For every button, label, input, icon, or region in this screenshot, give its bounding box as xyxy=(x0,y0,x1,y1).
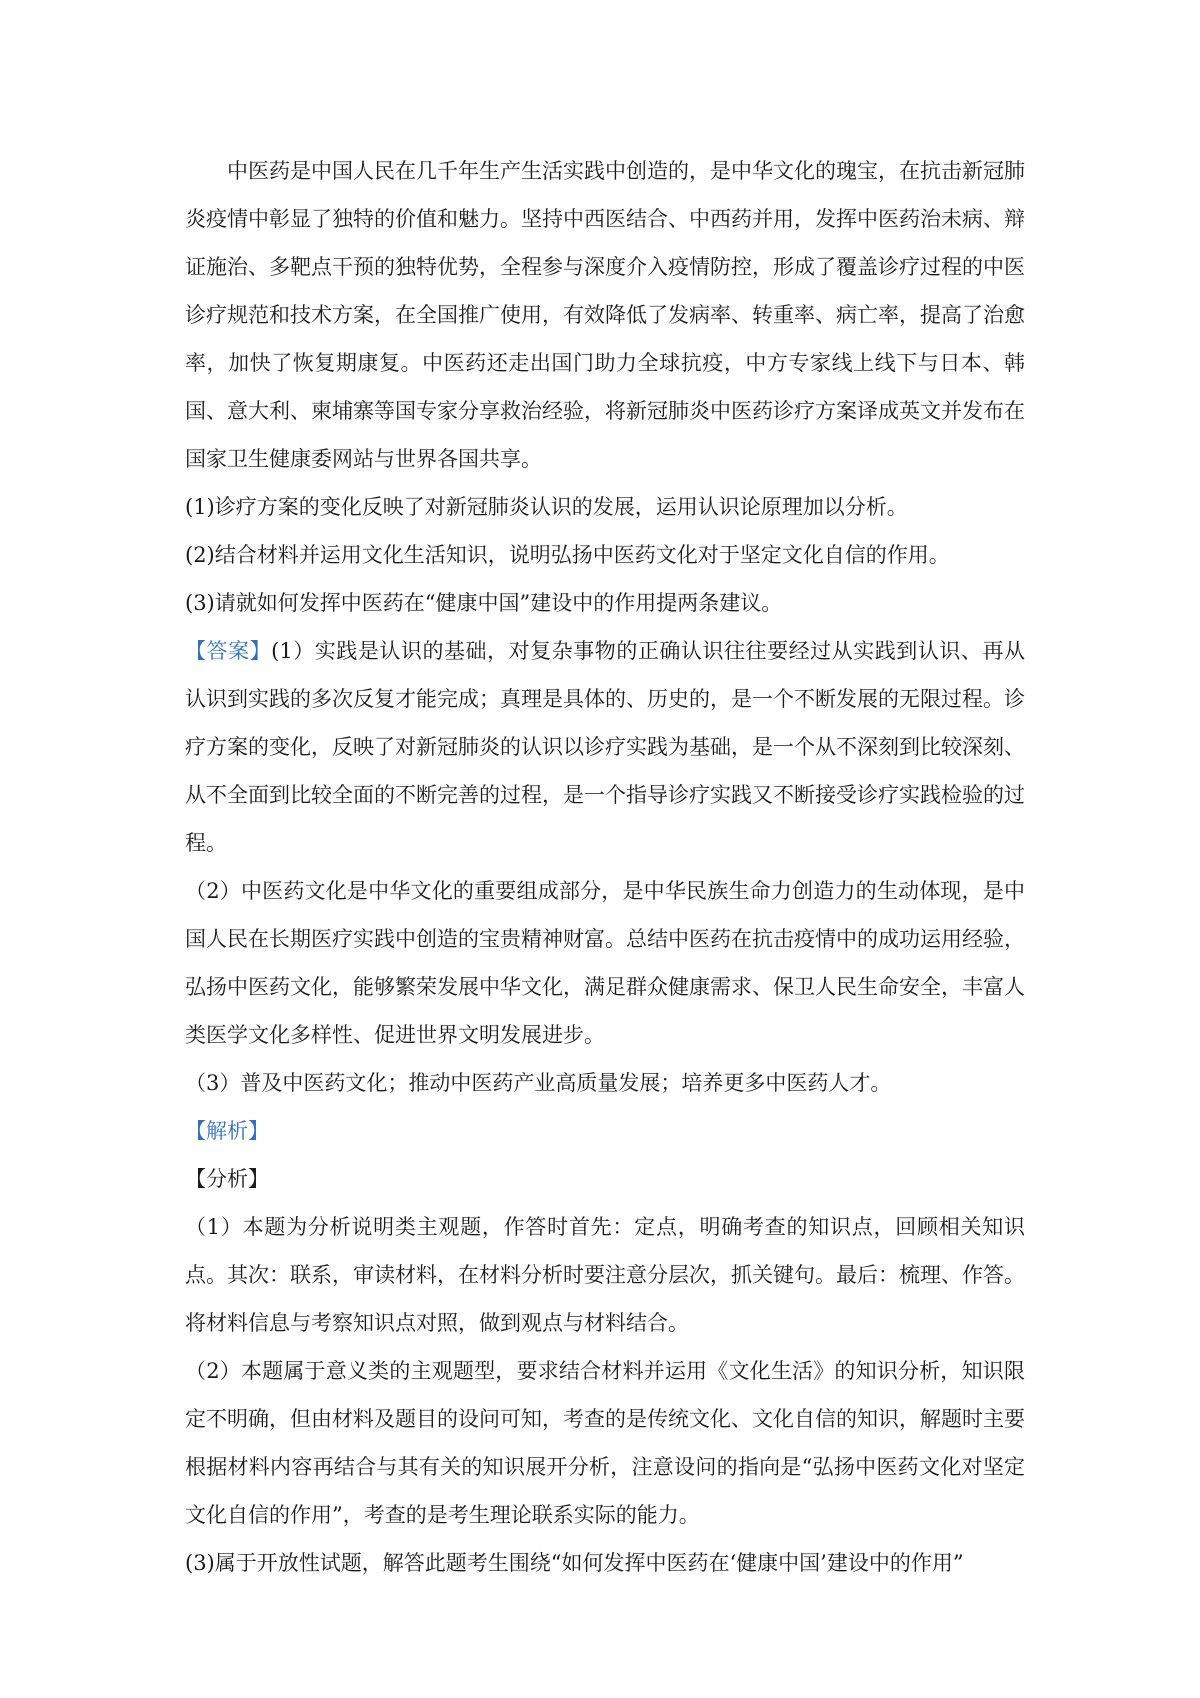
question-1: (1)诊疗方案的变化反映了对新冠肺炎认识的发展，运用认识论原理加以分析。 xyxy=(185,495,908,519)
answer-part-2: （2）中医药文化是中华文化的重要组成部分，是中华民族生命力创造力的生动体现，是中国人民在长期医疗实践中创造的宝贵精神财富。总结中医药在抗击疫情中的成功运用经验，弘扬中医药文化，能够繁荣发展中华文化，满足群众健康需求、保卫人民生命安全，丰富人类医学文化多样性、促进世界文明发展进步。 xyxy=(185,879,1025,1047)
answer-part-3: （3）普及中医药文化；推动中医药产业高质量发展；培养更多中医药人才。 xyxy=(185,1071,892,1095)
analysis-part-1: （1）本题为分析说明类主观题，作答时首先：定点，明确考查的知识点，回顾相关知识点。其次：联系，审读材料，在材料分析时要注意分层次，抓关键句。最后：梳理、作答。将材料信息与考察知识点对照，做到观点与材料结合。 xyxy=(185,1215,1025,1335)
analysis-part-2: （2）本题属于意义类的主观题型，要求结合材料并运用《文化生活》的知识分析，知识限定不明确，但由材料及题目的设问可知，考查的是传统文化、文化自信的知识，解题时主要根据材料内容再结合与其有关的知识展开分析，注意设问的指向是“弘扬中医药文化对坚定文化自信的作用”，考查的是考生理论联系实际的能力。 xyxy=(185,1359,1025,1527)
answer-part-1 xyxy=(185,627,1025,867)
analysis-part-3: (3)属于开放性试题，解答此题考生围绕“如何发挥中医药在‘健康中国’建设中的作用” xyxy=(185,1551,964,1575)
analysis-sublabel: 【分析】 xyxy=(185,1167,269,1191)
material-paragraph: 中医药是中国人民在几千年生产生活实践中创造的，是中华文化的瑰宝，在抗击新冠肺炎疫情中彰显了独特的价值和魅力。坚持中西医结合、中西药并用，发挥中医药治未病、辩证施治、多靶点干预的独特优势，全程参与深度介入疫情防控，形成了覆盖诊疗过程的中医诊疗规范和技术方案，在全国推广使用，有效降低了发病率、转重率、病亡率，提高了治愈率，加快了恢复期康复。中医药还走出国门助力全球抗疫，中方专家线上线下与日本、韩国、意大利、柬埔寨等国专家分享救治经验，将新冠肺炎中医药诊疗方案译成英文并发布在国家卫生健康委网站与世界各国共享。 xyxy=(185,159,1025,471)
answer-label: 【答案】 xyxy=(185,639,272,663)
answer-part-1-text: (1）实践是认识的基础，对复杂事物的正确认识往往要经过从实践到认识、再从认识到实践的多次反复才能完成；真理是具体的、历史的，是一个不断发展的无限过程。诊疗方案的变化，反映了对新冠肺炎的认识以诊疗实践为基础，是一个从不深刻到比较深刻、从不全面到比较全面的不断完善的过程，是一个指导诊疗实践又不断接受诊疗实践检验的过程。 xyxy=(185,639,1025,855)
analysis-label: 【解析】 xyxy=(185,1119,269,1143)
question-3: (3)请就如何发挥中医药在“健康中国”建设中的作用提两条建议。 xyxy=(185,591,783,615)
document-page xyxy=(185,147,1025,1587)
question-2: (2)结合材料并运用文化生活知识，说明弘扬中医药文化对于坚定文化自信的作用。 xyxy=(185,543,950,567)
